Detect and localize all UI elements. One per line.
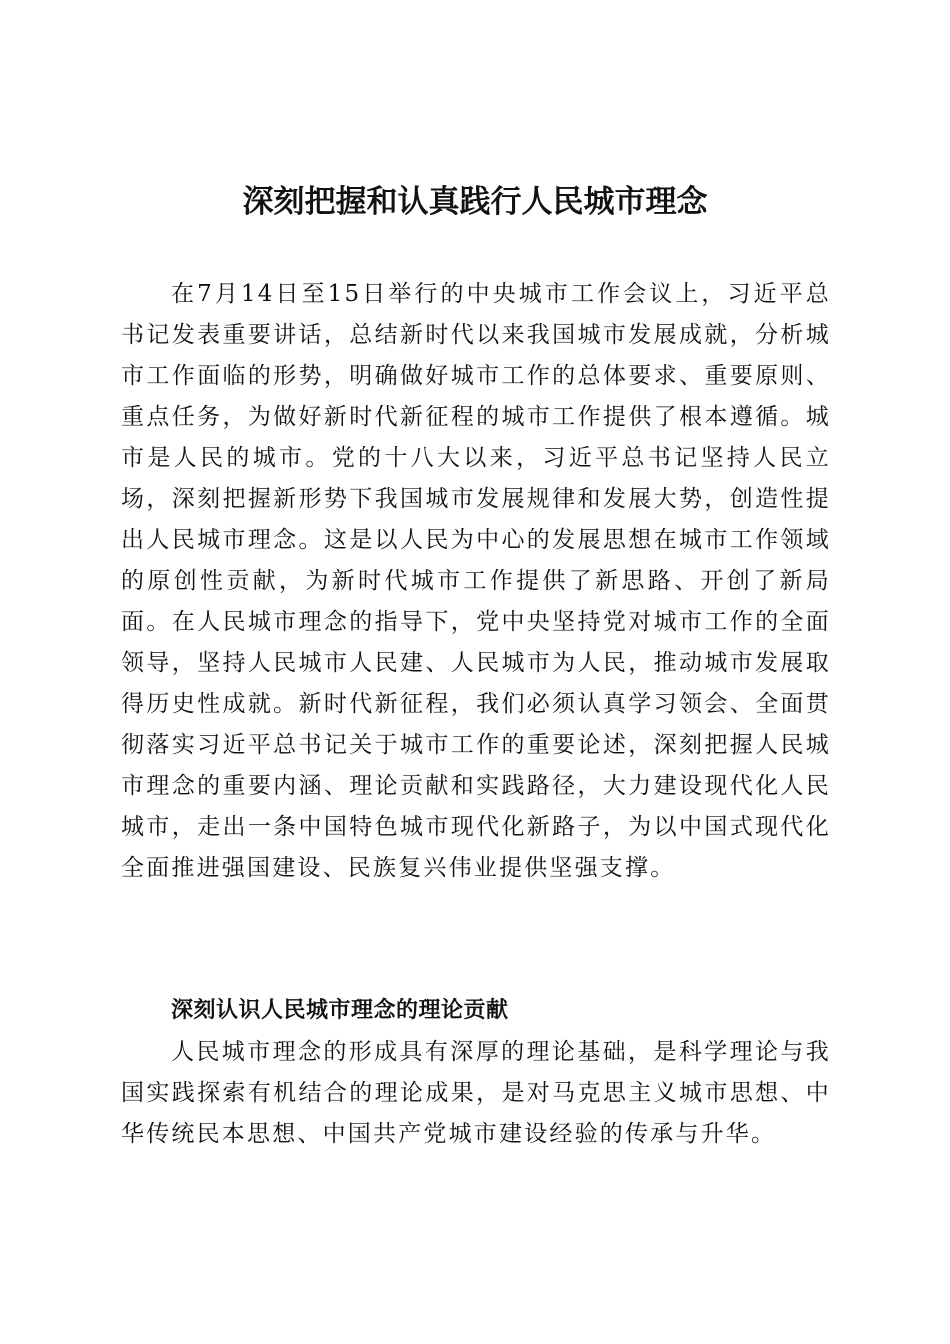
section-paragraph: 人民城市理念的形成具有深厚的理论基础，是科学理论与我国实践探索有机结合的理论成果，是对马克思主义城市思想、中华传统民本思想、中国共产党城市建设经验的传承与升华。 — [121, 1039, 831, 1147]
section-heading: 深刻认识人民城市理念的理论贡献 — [171, 998, 509, 1023]
intro-paragraph: 在7月14日至15日举行的中央城市工作会议上，习近平总书记发表重要讲话，总结新时代以来我国城市发展成就，分析城市工作面临的形势，明确做好城市工作的总体要求、重要原则、重点任务，为做好新时代新征程的城市工作提供了根本遵循。城市是人民的城市。党的十八大以来，习近平总书记坚持人民立场，深刻把握新形势下我国城市发展规律和发展大势，创造性提出人民城市理念。这是以人民为中心的发展思想在城市工作领域的原创性贡献，为新时代城市工作提供了新思路、开创了新局面。在人民城市理念的指导下，党中央坚持党对城市工作的全面领导，坚持人民城市人民建、人民城市为人民，推动城市发展取得历史性成就。新时代新征程，我们必须认真学习领会、全面贯彻落实习近平总书记关于城市工作的重要论述，深刻把握人民城市理念的重要内涵、理论贡献和实践路径，大力建设现代化人民城市，走出一条中国特色城市现代化新路子，为以中国式现代化全面推进强国建设、民族复兴伟业提供坚强支撑。 — [121, 281, 831, 881]
document-title: 深刻把握和认真践行人民城市理念 — [242, 184, 708, 220]
